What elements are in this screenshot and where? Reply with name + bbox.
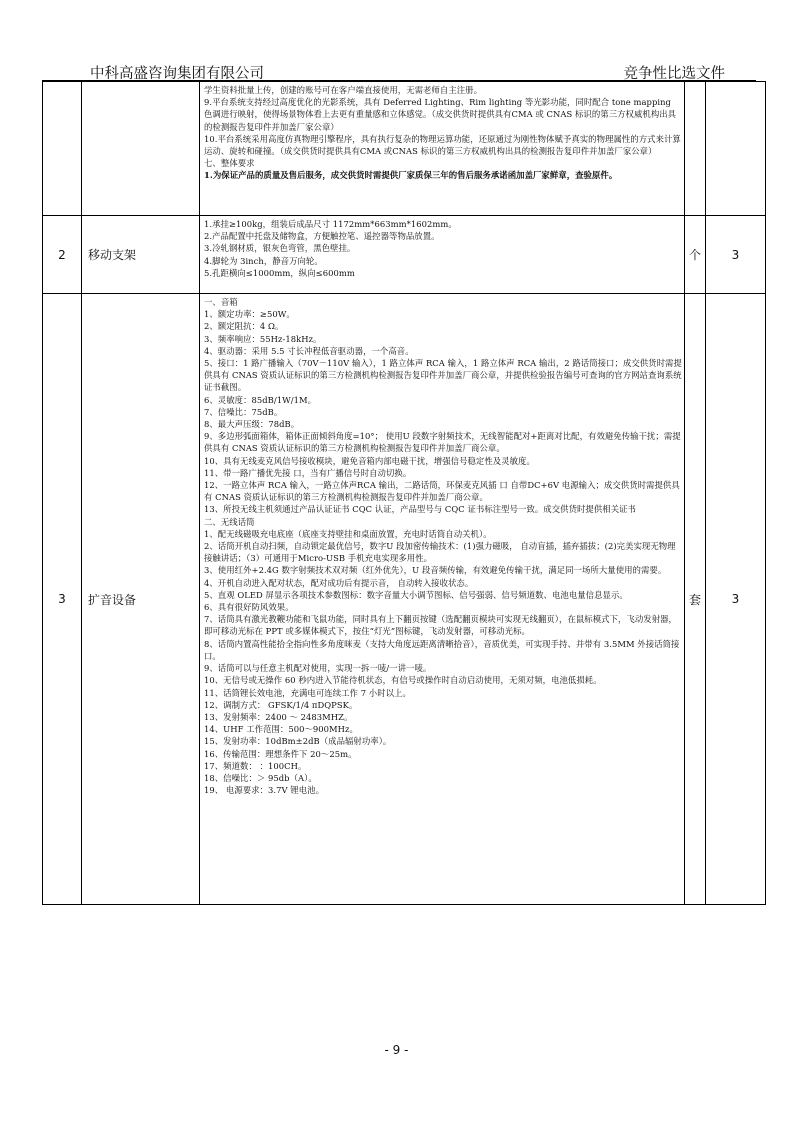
spec-line: 1.为保证产品的质量及售后服务，成交供货时需提供厂家质保三年的售后服务承诺函加盖厂家鲜章，查验原件。 bbox=[204, 170, 618, 181]
specification-table bbox=[42, 81, 766, 905]
spec-line: 14、UHF 工作范围：500～900MHz。 bbox=[204, 724, 358, 735]
spec-line: 10、具有无线麦克风信号接收模块，避免音箱内部电磁干扰，增强信号稳定性及灵敏度。 bbox=[204, 455, 535, 466]
item-number: 3 bbox=[43, 294, 82, 905]
spec-line: 16、传输范围：理想条件下 20～25m。 bbox=[204, 748, 357, 759]
item-quantity: 3 bbox=[706, 216, 766, 294]
spec-line: 10、无信号或无操作 60 秒内进入节能待机状态，有信号或操作时自动启动使用，无须对频，电池低损耗。 bbox=[204, 675, 602, 686]
spec-line: 19、 电源要求：3.7V 锂电池。 bbox=[204, 785, 324, 796]
item-number bbox=[43, 82, 82, 216]
spec-line: 七、整体要求 bbox=[204, 158, 255, 169]
item-unit bbox=[685, 82, 706, 216]
spec-line: 17、频道数： ：100CH。 bbox=[204, 760, 307, 771]
company-name: 中科高盛咨询集团有限公司 bbox=[90, 66, 264, 82]
spec-line: 5、接口：1 路广播输入（70V－110V 输入），1 路立体声 RCA 输入，1 路立体声 RCA 输出，2 路话筒接口；成交供货时需提供具有 CNAS 资质认证标识的第三方检测机构检测报告复印件并加盖厂商公章，并提供检验报告编号可查询的官方网站查询系统证书截图。 bbox=[204, 358, 682, 393]
spec-line: 6、具有很好防风效果。 bbox=[204, 602, 294, 613]
item-unit: 个 bbox=[685, 216, 706, 294]
spec-line: 8、话筒内置高性能拾全指向性多角度咪麦（支持大角度远距离清晰拾音），音质优美，可实现手持、并带有 3.5MM 外接话筒接 口。 bbox=[204, 638, 680, 661]
item-name bbox=[82, 82, 200, 216]
spec-line: 12、调制方式： GFSK/1/4 πDQPSK。 bbox=[204, 699, 358, 710]
spec-line: 4、开机自动进入配对状态，配对成功后有提示音， 自动转入接收状态。 bbox=[204, 577, 474, 588]
spec-line: 9、多边形弧面箱体，箱体正面倾斜角度=10°； 使用U 段数字射频技术，无线智能配对+距离对比配，有效避免传输干扰；需提供具有 CNAS 资质认证标识的第三方检测机构检测报告复印件并加盖厂商公章。 bbox=[204, 431, 681, 454]
item-specification bbox=[200, 216, 685, 294]
item-specification bbox=[200, 82, 685, 216]
spec-line: 9.平台系统支持经过高度优化的光影系统，具有 Deferred Lighting、Rim lighting 等光影功能，同时配合 tone mapping 色调进行映射，使得场景物体看上去更有重量感和立体感觉。（成交供货时提供具有CMA 或 CNAS 标识的第三方权威机构出具的检测报告复印件并加盖厂家公章） bbox=[204, 97, 677, 132]
spec-line: 2、话筒开机自动扫频，自动锁定最优信号，数字U 段加密传输技术：(1)强力磁吸， 自动盲插，插弃插拔；(2)完美实现无物理接触讲话；（3）可通用于Micro-USB 手机充电实现多用性。 bbox=[204, 541, 676, 564]
spec-line: 1.承挂≥100kg，组装后成品尺寸 1172mm*663mm*1602mm。 bbox=[204, 219, 457, 229]
spec-line: 11、话筒锂长效电池，充满电可连续工作 7 小时以上。 bbox=[204, 687, 411, 698]
specification-text bbox=[200, 294, 684, 798]
spec-line: 2.产品配置中托盘及储物盒，方便触控笔、遥控器等物品放置。 bbox=[204, 231, 440, 242]
table-row bbox=[43, 294, 766, 905]
spec-line: 9、话筒可以与任意主机配对使用，实现一拆一唛/一讲一唛。 bbox=[204, 663, 432, 674]
spec-line: 1、额定功率：≥50W。 bbox=[204, 309, 295, 320]
specification-text bbox=[200, 216, 684, 281]
spec-line: 18、信噪比：＞ 95db（A）。 bbox=[204, 772, 317, 783]
item-name: 扩音设备 bbox=[82, 294, 200, 905]
spec-line: 8、最大声压级：78dB。 bbox=[204, 419, 300, 430]
spec-line: 7、信噪比：75dB。 bbox=[204, 406, 283, 417]
spec-line: 2、额定阻抗：4 Ω。 bbox=[204, 321, 284, 332]
spec-line: 6、灵敏度：85dB/1W/1M。 bbox=[204, 394, 317, 405]
item-name: 移动支架 bbox=[82, 216, 200, 294]
page-number: - 9 - bbox=[384, 1043, 409, 1057]
item-quantity bbox=[706, 82, 766, 216]
item-specification bbox=[200, 294, 685, 905]
specification-text bbox=[200, 82, 684, 184]
spec-line: 学生资料批量上传，创建的账号可在客户端直接使用，无需老师自主注册。 bbox=[204, 85, 483, 95]
spec-line: 3、频率响应：55Hz-18kHz。 bbox=[204, 333, 322, 344]
spec-line: 12、一路立体声 RCA 输入，一路立体声RCA 输出，二路话筒，环保麦克风插 口 自带DC+6V 电源输入；成交供货时需提供具有 CNAS 资质认证标识的第三方检测机构检测报告复印件并加盖厂商公章。 bbox=[204, 480, 680, 503]
spec-line: 5、直观 OLED 屏显示各项技术参数图标：数字音量大小调节图标、信号强弱、信号频道数、电池电量信息显示。 bbox=[204, 589, 628, 600]
spec-line: 15、发射功率：10dBm±2dB（成品辐射功率）。 bbox=[204, 736, 392, 747]
spec-line: 二、无线话筒 bbox=[204, 516, 255, 527]
item-number: 2 bbox=[43, 216, 82, 294]
spec-line: 4.脚轮为 3inch，静音万向轮。 bbox=[204, 255, 323, 266]
spec-line: 3、使用红外+2.4G 数字射频技术双对频（红外优先），U 段音频传输，有效避免传输干扰，满足同一场所大量使用的需要。 bbox=[204, 565, 667, 576]
spec-line: 1、配无线磁吸充电底座（底座支持壁挂和桌面放置，充电时话筒自动关机）。 bbox=[204, 528, 492, 539]
spec-line: 3.冷轧钢材质，银灰色弯管，黑色壁挂。 bbox=[204, 243, 356, 254]
table-row bbox=[43, 82, 766, 216]
spec-line: 13、所投无线主机须通过产品认证证书 CQC 认证，产品型号与 CQC 证书标注型号一致。成交供货时提供相关证书 bbox=[204, 504, 636, 515]
item-unit: 套 bbox=[685, 294, 706, 905]
spec-line: 13、发射频率：2400 ～ 2483MHZ。 bbox=[204, 711, 353, 722]
spec-line: 7、话筒具有激光教鞭功能和飞鼠功能，同时具有上下翻页按键（选配翻页模块可实现无线翻页），在鼠标模式下，飞动发射器，即可移动光标在 PPT 或多媒体模式下，按住“灯光”图标键，飞动发射器，可移动光标。 bbox=[204, 614, 677, 637]
item-quantity: 3 bbox=[706, 294, 766, 905]
spec-line: 4、驱动器：采用 5.5 寸长冲程低音驱动器，一个高音。 bbox=[204, 345, 414, 356]
spec-line: 11、带一路广播优先接 口，当有广播信号时自动切换。 bbox=[204, 467, 412, 478]
spec-line: 一、音箱 bbox=[204, 297, 238, 307]
document-type: 竞争性比选文件 bbox=[623, 66, 725, 82]
table-row bbox=[43, 216, 766, 294]
spec-line: 10.平台系统采用高度仿真物理引擎程序，具有执行复杂的物理运算功能，还原通过为刚性物体赋予真实的物理属性的方式来计算运动、旋转和碰撞。（成交供货时提供具有CMA 或CNAS 标识的第三方权威机构出具的检测报告复印件并加盖厂家公章） bbox=[204, 133, 681, 157]
spec-line: 5.孔距横向≤1000mm，纵向≤600mm bbox=[204, 267, 355, 278]
